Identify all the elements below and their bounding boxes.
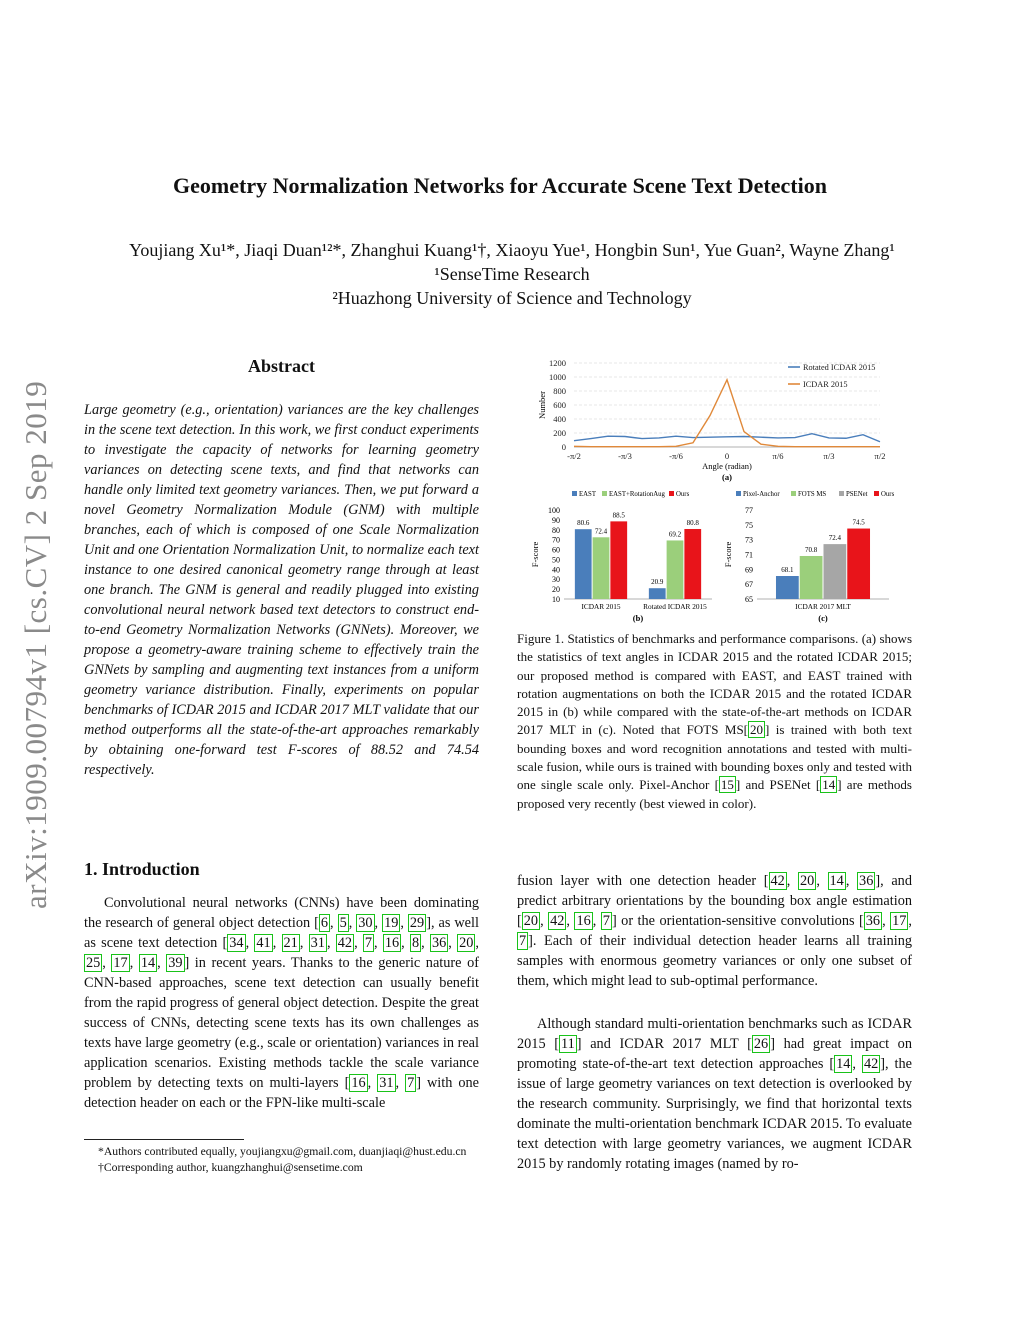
citation-link[interactable]: 14 (822, 777, 836, 793)
x-tick-label: Rotated ICDAR 2015 (643, 602, 707, 611)
data-label: 68.1 (781, 566, 794, 575)
right-paragraph-2 (517, 1014, 912, 1174)
text-run: ], the issue of large geometry variances on text detection is overlooked by the research community. Surprisingly, we find that horizontal texts dominate the multi-orientation benchmark ICDAR 2015. To evaluate text detection with large geometry variances, we augment ICDAR 2015 by randomly rotating images (named by ro- (517, 1056, 912, 1172)
series-line (574, 434, 880, 442)
panel-label: (c) (818, 613, 828, 623)
data-label: 20.9 (651, 578, 664, 587)
text-run: ], as well as scene text detection [ (84, 915, 479, 951)
data-label: 72.4 (594, 527, 608, 536)
y-tick-label: 1200 (549, 358, 566, 368)
panel-label: (a) (722, 472, 732, 482)
data-label: 88.5 (612, 511, 625, 520)
x-tick-label: ICDAR 2015 (581, 602, 621, 611)
y-tick-label: 10 (552, 595, 560, 604)
x-tick-label: π/3 (823, 451, 835, 461)
x-tick-label: -π/6 (669, 451, 683, 461)
bar (667, 540, 684, 599)
bar (593, 537, 610, 599)
text-run: ] or the orientation-sensitive convolutions [ (611, 913, 864, 929)
text-run: ] are methods proposed very recently (best viewed in color). (517, 777, 912, 811)
text-run: ] in recent years. Thanks to the generic nature of CNN-based approaches, scene text detection can usually benefit from the rapid progress of general object detection. Despite the great success of CNNs, detecting scene texts has its own challenges as texts have large geometry (e.g., scale or orientation) variances in real application scenarios. Existing methods tackle the scale variance problem by detecting texts on multi-layers [ (84, 955, 479, 1091)
legend-swatch (874, 491, 879, 496)
citation-link[interactable]: 6 (320, 915, 329, 931)
y-tick-label: 800 (553, 386, 566, 396)
citation-link[interactable]: 42 (770, 873, 785, 889)
citation-link[interactable]: 20 (459, 935, 474, 951)
citation-link[interactable]: 34 (229, 935, 244, 951)
citation-link[interactable]: 16 (384, 935, 400, 951)
x-tick-label: π/6 (772, 451, 784, 461)
y-tick-label: 77 (745, 506, 753, 515)
text-run: Convolutional neural networks (CNNs) have been dominating the research of general object detection [ (84, 895, 479, 931)
y-tick-label: 75 (745, 520, 753, 530)
affiliation-1: ¹SenseTime Research (434, 264, 590, 284)
citation-group[interactable]: 6 , 5 , 30 , 19 , 29 (320, 915, 425, 931)
citation-link[interactable]: 41 (256, 935, 271, 951)
legend-label: ICDAR 2015 (803, 380, 848, 389)
legend-label: Rotated ICDAR 2015 (803, 363, 876, 372)
citation-link[interactable]: 26 (753, 1036, 769, 1052)
panel-label: (b) (632, 613, 644, 623)
bar (649, 588, 666, 599)
right-paragraph-1 (517, 871, 912, 991)
text-run: Although standard multi-orientation benchmarks such as ICDAR 2015 [ (517, 1016, 912, 1052)
legend-label: EAST+RotationAug (609, 491, 665, 498)
x-axis-title: Angle (radian) (702, 461, 752, 471)
x-tick-label: -π/2 (567, 451, 581, 461)
x-tick-label: ICDAR 2017 MLT (795, 602, 851, 611)
legend-swatch (736, 491, 741, 496)
citation-link[interactable]: 16 (576, 913, 591, 929)
x-tick-label: 0 (724, 451, 730, 461)
legend-swatch (839, 491, 844, 496)
chart-panel-b (530, 491, 712, 623)
bar (610, 521, 627, 599)
text-run: ]. Each of their individual detection header learns all training samples with enormous geometry variances or only one subset of them, which might lead to sub-optimal performance. (517, 933, 912, 989)
figure-1 (517, 352, 917, 624)
y-tick-label: 20 (552, 585, 560, 595)
citation-link[interactable]: 30 (358, 915, 373, 931)
y-tick-label: 73 (745, 535, 753, 545)
citation-link[interactable]: 19 (384, 915, 399, 931)
text-run: ] had great impact on promoting state-of-the-art text detection approaches [ (517, 1036, 912, 1072)
citation-link[interactable]: 17 (113, 955, 128, 971)
citation-link[interactable]: 7 (407, 1075, 415, 1091)
affiliation-2: ²Huazhong University of Science and Technology (332, 288, 692, 308)
x-tick-label: π/2 (874, 451, 886, 461)
x-tick-label: -π/3 (618, 451, 632, 461)
footnote-corresponding-author: †Corresponding author, kuangzhanghui@sensetime.com (98, 1161, 363, 1174)
footnote-rule (84, 1139, 244, 1140)
legend-swatch (602, 491, 607, 496)
footnotes (84, 1144, 479, 1176)
paper-title: Geometry Normalization Networks for Accurate Scene Text Detection (173, 173, 827, 198)
text-run: fusion layer with one detection header [ (517, 873, 769, 889)
citation-link[interactable]: 14 (836, 1056, 851, 1072)
bar (824, 544, 847, 599)
citation-link[interactable]: 31 (310, 935, 325, 951)
citation-link[interactable]: 42 (337, 935, 353, 951)
y-tick-label: 400 (553, 414, 566, 424)
citation-group[interactable]: 16 , 31 , 7 (351, 1075, 415, 1091)
citation-link[interactable]: 36 (865, 913, 881, 929)
citation-link[interactable]: 8 (412, 935, 420, 951)
y-tick-label: 100 (548, 506, 560, 515)
citation-link[interactable]: 5 (339, 915, 347, 931)
citation-group[interactable]: 20 , 42 , 16 , 7 (523, 913, 610, 929)
text-run: ] and ICDAR 2017 MLT [ (576, 1036, 752, 1052)
bar (800, 556, 823, 599)
citation-group[interactable]: 42 , 20 , 14 , 36 (770, 873, 874, 889)
legend-label: Pixel-Anchor (743, 491, 780, 498)
citation-link[interactable]: 39 (168, 955, 183, 971)
legend-label: PSENet (846, 491, 868, 498)
data-label: 69.2 (668, 530, 682, 539)
citation-link[interactable]: 31 (379, 1075, 394, 1091)
citation-link[interactable]: 20 (750, 722, 764, 738)
y-tick-label: 70 (552, 535, 560, 545)
text-run: ] and PSENet [ (735, 777, 821, 793)
text-run: ] with one detection header on each or the FPN-like multi-scale (84, 1075, 479, 1111)
data-label: 70.8 (804, 545, 818, 554)
y-tick-label: 40 (552, 565, 560, 575)
citation-link[interactable]: 14 (140, 955, 156, 971)
author-block (0, 238, 1024, 310)
data-label: 72.4 (828, 534, 842, 543)
bar (847, 529, 870, 599)
y-tick-label: 90 (552, 515, 560, 525)
intro-paragraph (84, 893, 479, 1113)
y-tick-label: 50 (552, 555, 560, 565)
abstract-heading: Abstract (248, 356, 315, 376)
author-list: Youjiang Xu¹*, Jiaqi Duan¹²*, Zhanghui Kuang¹†, Xiaoyu Yue¹, Hongbin Sun¹, Yue Guan², Wayne Zhang¹ (129, 240, 895, 260)
legend-swatch (572, 491, 577, 496)
data-label: 74.5 (852, 518, 865, 527)
data-label: 80.6 (577, 519, 590, 528)
y-tick-label: 1000 (549, 372, 566, 382)
citation-link[interactable]: 15 (720, 777, 734, 793)
y-tick-label: 67 (745, 580, 753, 590)
legend-label: Ours (676, 491, 690, 498)
legend-swatch (791, 491, 796, 496)
arxiv-identifier: arXiv:1909.00794v1 [cs.CV] 2 Sep 2019 (18, 380, 53, 910)
y-tick-label: 600 (553, 400, 566, 410)
citation-link[interactable]: 14 (829, 873, 844, 889)
citation-link[interactable]: 17 (892, 913, 907, 929)
legend-swatch (669, 491, 674, 496)
y-tick-label: 30 (552, 575, 560, 585)
chart-panel-a (537, 358, 885, 482)
y-tick-label: 0 (561, 442, 566, 452)
y-tick-label: 60 (552, 545, 560, 555)
citation-link[interactable]: 29 (409, 915, 425, 931)
bar (684, 529, 701, 599)
y-axis-title: F-score (530, 541, 540, 568)
citation-link[interactable]: 7 (602, 913, 610, 929)
citation-group[interactable]: 34 , 41 , 21 , 31 , 42 , 7 , 16 , 8 , 36 , 20 , 25 , 17 , 14 , 39 (86, 935, 479, 971)
citation-link[interactable]: 20 (800, 873, 815, 889)
citation-link[interactable]: 7 (364, 935, 373, 951)
bar (776, 576, 799, 599)
citation-link[interactable]: 42 (863, 1056, 879, 1072)
chart-panel-c (723, 491, 895, 623)
citation-link[interactable]: 11 (561, 1036, 575, 1052)
citation-link[interactable]: 7 (519, 933, 527, 949)
footnote-equal-contribution: *Authors contributed equally, youjiangxu@gmail.com, duanjiaqi@hust.edu.cn (98, 1145, 467, 1158)
citation-link[interactable]: 25 (86, 955, 101, 971)
legend-label: FOTS MS (798, 491, 827, 498)
text-run: ] is trained with both text bounding boxes and word recognition annotations and tested with multi-scale fusion, while ours is trained with bounding boxes only and tested with one single scale only. Pixel-Anchor [ (517, 722, 912, 793)
citation-link[interactable]: 21 (283, 935, 298, 951)
y-axis-title: Number (537, 391, 547, 419)
y-tick-label: 200 (553, 428, 566, 438)
citation-link[interactable]: 36 (859, 873, 874, 889)
y-tick-label: 80 (552, 525, 560, 535)
legend-label: Ours (881, 491, 895, 498)
citation-link[interactable]: 42 (550, 913, 565, 929)
figure-caption (517, 630, 912, 813)
y-tick-label: 65 (745, 595, 753, 604)
citation-group[interactable]: 36 , 17 , 7 (519, 913, 912, 949)
y-axis-title: F-score (723, 541, 733, 568)
citation-link[interactable]: 36 (431, 935, 447, 951)
section-heading-introduction: 1. Introduction (84, 859, 200, 879)
text-run: ], and predict arbitrary orientations by the bounding box angle estimation [ (517, 873, 912, 929)
y-tick-label: 71 (745, 550, 753, 560)
text-run: Figure 1. Statistics of benchmarks and performance comparisons. (a) shows the statistics of text angles in ICDAR 2015 and the rotated ICDAR 2015; our proposed method is compared with EAST, and EAST trained with rotation augmentations on both the ICDAR 2015 and the rotated ICDAR 2015 in (b) while compared with the state-of-the-art methods on ICDAR 2017 MLT in (c). Noted that FOTS MS[ (517, 631, 912, 738)
abstract-text: Large geometry (e.g., orientation) variances are the key challenges in the scene text detection. In this work, we first conduct experiments to investigate the capacity of networks for learning geometry variances on detecting scene texts, and find that networks can handle only limited text geometry variances. Then, we put forward a novel Geometry Normalization Module (GNM) with multiple branches, each of which is composed of one Scale Normalization Unit and one Orientation Normalization Unit, to normalize each text instance to one desired canonical geometry range through at least one branch. The GNM is general and readily plugged into existing convolutional neural network based text detectors to construct end-to-end Geometry Normalization Networks (GNNets). Moreover, we propose a geometry-aware training scheme to effectively train the GNNets by sampling and augmenting text instances from a uniform geometry variance distribution. Finally, experiments on popular benchmarks of ICDAR 2015 and ICDAR 2017 MLT validate that our method outperforms all the state-of-the-art approaches remarkably by obtaining one-forward test F-scores of 88.52 and 74.54 respectively. (84, 402, 479, 778)
bar (575, 529, 592, 599)
citation-link[interactable]: 20 (523, 913, 539, 929)
citation-link[interactable]: 16 (351, 1075, 366, 1091)
data-label: 80.8 (686, 518, 699, 527)
citation-group[interactable]: 14 , 42 (836, 1056, 879, 1072)
legend-label: EAST (579, 491, 596, 498)
y-tick-label: 69 (745, 565, 753, 575)
